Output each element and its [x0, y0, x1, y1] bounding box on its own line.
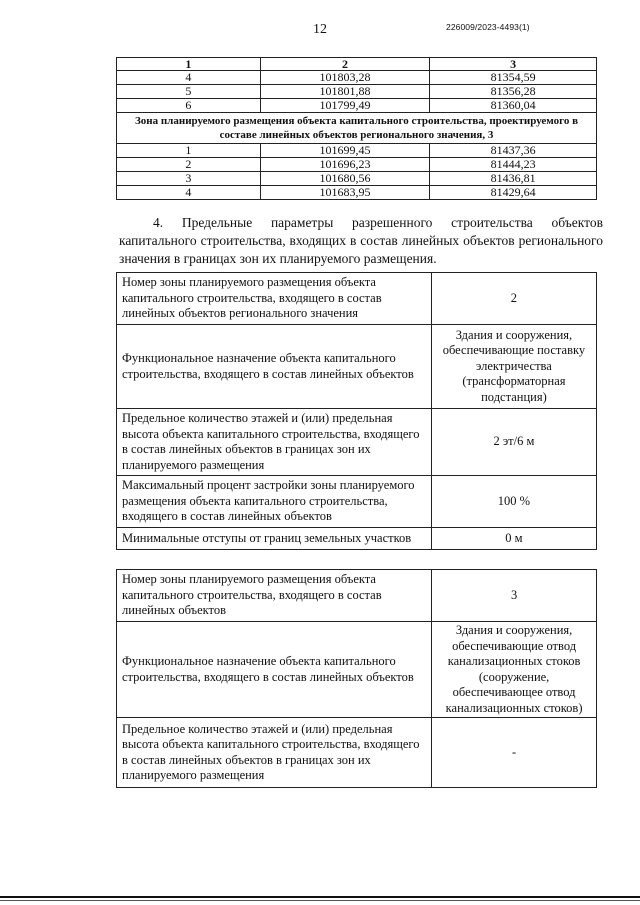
parameter-label: Минимальные отступы от границ земельных участков — [117, 528, 432, 550]
parameter-value: 2 — [431, 273, 596, 325]
parameter-value: 0 м — [431, 528, 596, 550]
section-paragraph: 4. Предельные параметры разрешенного строительства объектов капитального строительства, входящих в состав линейных объектов регионального значения в границах зон их планируемого размещения. — [119, 215, 603, 266]
table-row — [117, 528, 597, 550]
parameter-label: Предельное количество этажей и (или) предельная высота объекта капитального строительства, входящего в состав линейных объектов в границах зон их планируемого размещения — [117, 409, 432, 476]
parameter-value: Здания и сооружения, обеспечивающие поставку электричества (трансформаторная подстанция) — [431, 325, 596, 409]
coordinate-x: 101801,88 — [260, 85, 430, 99]
parameter-label: Функциональное назначение объекта капитального строительства, входящего в состав линейных объектов — [117, 325, 432, 409]
table-row — [117, 476, 597, 528]
table-row — [117, 273, 597, 325]
zone-3-parameters-table — [116, 569, 597, 788]
parameter-label: Предельное количество этажей и (или) предельная высота объекта капитального строительства, входящего в состав линейных объектов в границах зон их планируемого размещения — [117, 718, 432, 788]
parameter-value: 3 — [432, 570, 597, 622]
table-row — [117, 570, 597, 622]
coordinate-y: 81354,59 — [430, 71, 597, 85]
coordinate-x: 101799,49 — [260, 99, 430, 113]
coordinate-y: 81444,23 — [430, 158, 597, 172]
coordinate-y: 81436,81 — [430, 172, 597, 186]
page-number: 12 — [313, 22, 327, 37]
bottom-divider — [0, 896, 640, 898]
table-row — [117, 718, 597, 788]
document-reference: 226009/2023-4493(1) — [446, 22, 530, 32]
parameter-label: Максимальный процент застройки зоны планируемого размещения объекта капитального строительства, входящего в состав линейных объектов — [117, 476, 432, 528]
column-header: 3 — [430, 58, 597, 71]
table-row — [117, 172, 597, 186]
point-number: 4 — [117, 71, 261, 85]
point-number: 2 — [117, 158, 261, 172]
coordinate-x: 101683,95 — [260, 186, 430, 200]
table-row — [117, 99, 597, 113]
zone-2-parameters-table — [116, 272, 597, 550]
parameter-value: Здания и сооружения, обеспечивающие отвод канализационных стоков (сооружение, обеспечивающее отвод канализационных стоков) — [432, 622, 597, 718]
table-row — [117, 158, 597, 172]
column-header: 1 — [117, 58, 261, 71]
point-number: 6 — [117, 99, 261, 113]
coordinate-y: 81437,36 — [430, 144, 597, 158]
table-row — [117, 71, 597, 85]
coordinate-x: 101803,28 — [260, 71, 430, 85]
parameter-label: Номер зоны планируемого размещения объекта капитального строительства, входящего в состав линейных объектов регионального значения — [117, 273, 432, 325]
coordinate-y: 81429,64 — [430, 186, 597, 200]
coordinate-y: 81356,28 — [430, 85, 597, 99]
coordinates-table — [116, 57, 597, 200]
parameter-label: Номер зоны планируемого размещения объекта капитального строительства, входящего в состав линейных объектов — [117, 570, 432, 622]
coordinate-y: 81360,04 — [430, 99, 597, 113]
parameter-value: 100 % — [431, 476, 596, 528]
zone-caption: Зона планируемого размещения объекта капитального строительства, проектируемого в составе линейных объектов регионального значения, 3 — [117, 113, 597, 144]
parameter-value: - — [432, 718, 597, 788]
point-number: 4 — [117, 186, 261, 200]
table-row — [117, 409, 597, 476]
coordinate-x: 101699,45 — [260, 144, 430, 158]
table-row — [117, 186, 597, 200]
bottom-divider — [0, 900, 640, 901]
table-row — [117, 144, 597, 158]
table-row — [117, 325, 597, 409]
point-number: 3 — [117, 172, 261, 186]
column-header: 2 — [260, 58, 430, 71]
table-row — [117, 622, 597, 718]
table-row — [117, 85, 597, 99]
point-number: 5 — [117, 85, 261, 99]
table-header-row — [117, 58, 597, 71]
zone-caption-row — [117, 113, 597, 144]
coordinate-x: 101680,56 — [260, 172, 430, 186]
coordinate-x: 101696,23 — [260, 158, 430, 172]
parameter-value: 2 эт/6 м — [431, 409, 596, 476]
point-number: 1 — [117, 144, 261, 158]
parameter-label: Функциональное назначение объекта капитального строительства, входящего в состав линейных объектов — [117, 622, 432, 718]
